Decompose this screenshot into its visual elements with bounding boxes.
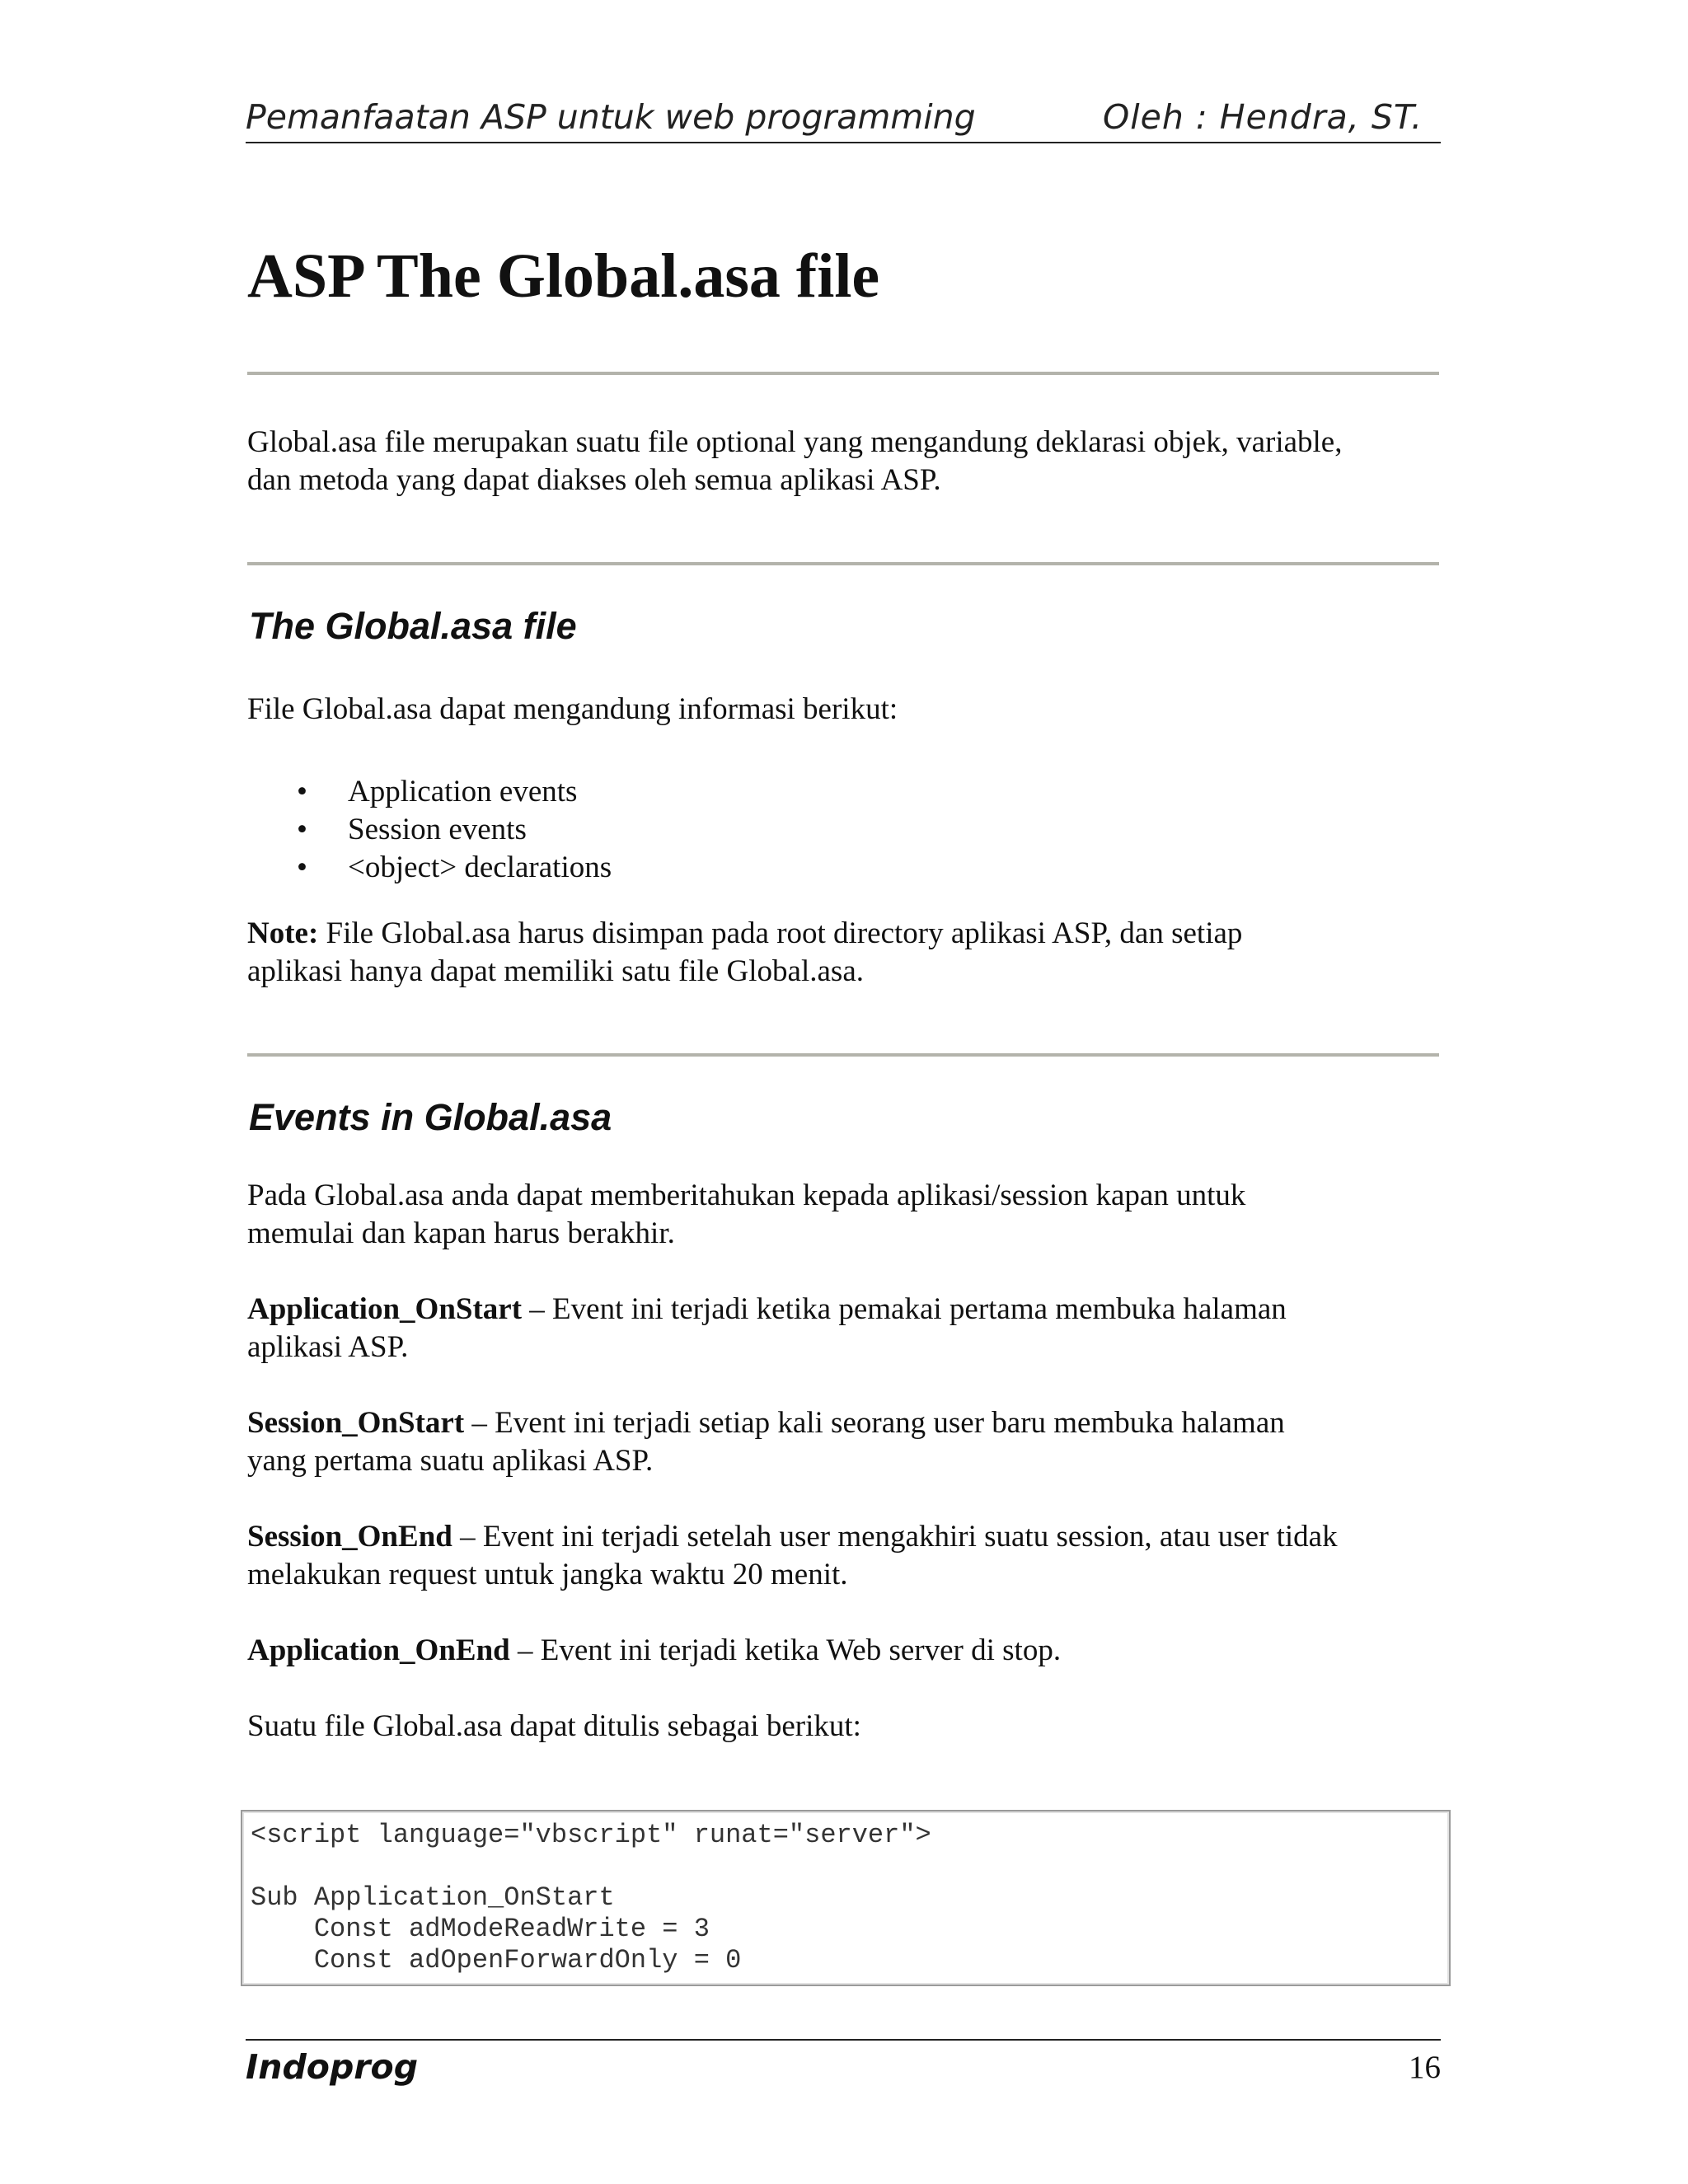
bullet-icon: •: [297, 813, 307, 846]
event-name: Application_OnStart: [247, 1292, 523, 1326]
code-sample-box: [241, 1810, 1451, 1986]
note-line-1: File Global.asa harus disimpan pada root directory aplikasi ASP, dan setiap: [318, 916, 1243, 950]
list-item: [247, 849, 612, 887]
divider-3: [247, 1053, 1439, 1057]
intro-paragraph: [247, 424, 1451, 499]
event-desc-line-2: melakukan request untuk jangka waktu 20 menit.: [247, 1558, 848, 1591]
event-desc-line-1: – Event ini terjadi ketika Web server di stop.: [509, 1633, 1062, 1667]
page-footer: [246, 2039, 1441, 2098]
list-item-text: Application events: [348, 775, 578, 808]
note-paragraph: [247, 915, 1451, 991]
list-item: [247, 811, 612, 849]
event-session-onstart: [247, 1404, 1451, 1480]
event-desc-line-1: – Event ini terjadi ketika pemakai pertama membuka halaman: [522, 1292, 1287, 1326]
section-heading-global-asa: The Global.asa file: [249, 605, 577, 647]
event-desc-line-1: – Event ini terjadi setiap kali seorang user baru membuka halaman: [464, 1406, 1285, 1440]
event-desc-line-1: – Event ini terjadi setelah user mengakhiri suatu session, atau user tidak: [452, 1520, 1338, 1554]
document-title: ASP The Global.asa file: [247, 241, 880, 311]
note-label: Note:: [247, 916, 319, 950]
divider-2: [247, 562, 1439, 565]
list-item-text: Session events: [348, 813, 527, 846]
header-document-title: Pemanfaatan ASP untuk web programming: [246, 97, 976, 137]
section1-lead: File Global.asa dapat mengandung informasi berikut:: [247, 692, 898, 726]
event-application-onstart: [247, 1291, 1451, 1366]
bullet-icon: •: [297, 775, 307, 808]
note-line-2: aplikasi hanya dapat memiliki satu file Global.asa.: [247, 954, 865, 988]
event-name: Application_OnEnd: [247, 1633, 510, 1667]
event-desc-line-2: aplikasi ASP.: [247, 1330, 409, 1364]
event-session-onend: [247, 1518, 1451, 1594]
list-item: [247, 773, 612, 811]
event-name: Session_OnStart: [247, 1406, 465, 1440]
info-bullet-list: [247, 773, 612, 887]
intro-line-2: dan metoda yang dapat diakses oleh semua aplikasi ASP.: [247, 463, 941, 497]
bullet-icon: •: [297, 851, 307, 884]
code-sample: <script language="vbscript" runat="server"> Sub Application_OnStart Const adModeReadWrite = 3 Const adOpenForwardOnly = 0: [251, 1820, 931, 1975]
header-author: Oleh : Hendra, ST.: [1103, 97, 1423, 137]
events-intro-paragraph: [247, 1177, 1451, 1253]
intro-line-1: Global.asa file merupakan suatu file optional yang mengandung deklarasi objek, variable,: [247, 425, 1343, 459]
code-intro-paragraph: Suatu file Global.asa dapat ditulis sebagai berikut:: [247, 1709, 861, 1743]
event-application-onend: [247, 1632, 1451, 1670]
event-desc-line-2: yang pertama suatu aplikasi ASP.: [247, 1444, 654, 1478]
page-number: 16: [1409, 2050, 1441, 2085]
list-item-text: <object> declarations: [348, 851, 612, 884]
section-heading-events: Events in Global.asa: [249, 1096, 612, 1138]
divider-1: [247, 372, 1439, 375]
events-intro-line-1: Pada Global.asa anda dapat memberitahukan kepada aplikasi/session kapan untuk: [247, 1179, 1246, 1212]
footer-brand: Indoprog: [246, 2047, 419, 2087]
page-header: [246, 97, 1441, 143]
event-name: Session_OnEnd: [247, 1520, 452, 1554]
events-intro-line-2: memulai dan kapan harus berakhir.: [247, 1216, 675, 1250]
